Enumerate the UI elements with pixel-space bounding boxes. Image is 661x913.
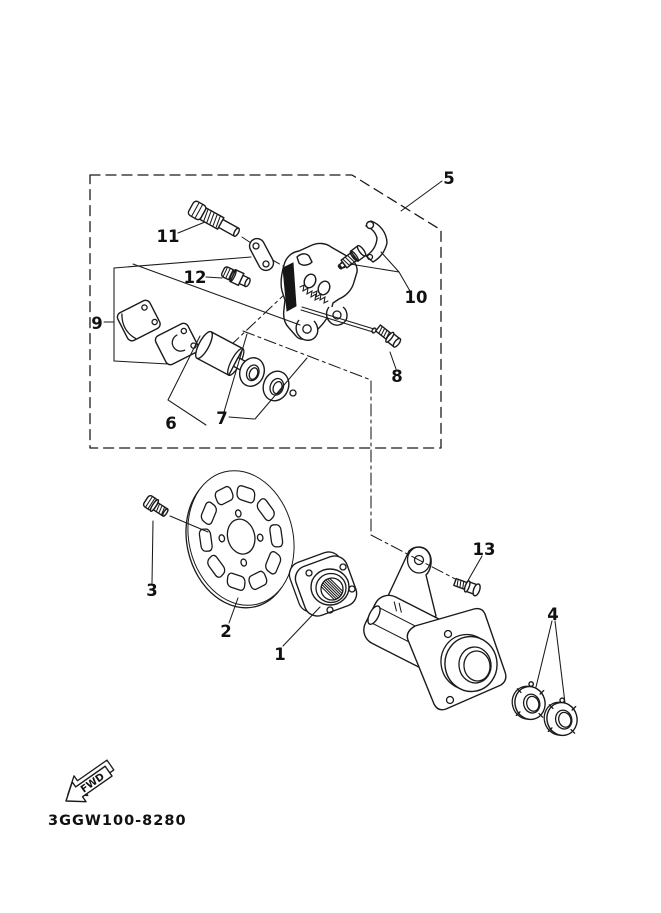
bushing-drawing	[220, 265, 252, 289]
brake-pad-2-drawing	[154, 322, 201, 367]
seal-kit-drawing	[236, 354, 296, 404]
part-label-5: 5	[443, 169, 455, 188]
part-label-2: 2	[220, 622, 232, 641]
part-label-7: 7	[216, 409, 228, 428]
hub-drawing	[286, 548, 361, 619]
part-label-9: 9	[91, 314, 103, 333]
part-label-3: 3	[146, 581, 158, 600]
caliper-bolt-drawing	[374, 323, 402, 349]
fwd-arrow-label: FWD	[78, 771, 107, 796]
diagram-code: 3GGW100-8280	[48, 813, 187, 829]
caliper-bracket-drawing	[358, 547, 506, 710]
pin-bolt-drawing	[187, 200, 242, 240]
part-label-6: 6	[165, 414, 177, 433]
part-label-1: 1	[274, 645, 286, 664]
disc-bolt-drawing	[142, 494, 170, 519]
caliper-lug-2	[327, 307, 347, 325]
lock-nut-2-drawing	[540, 695, 582, 740]
part-label-12: 12	[183, 268, 207, 287]
brake-pad-1-drawing	[116, 299, 162, 343]
caliper-lug-1	[296, 320, 318, 340]
fwd-direction-arrow	[57, 755, 120, 811]
part-label-4: 4	[547, 605, 559, 624]
part-label-8: 8	[391, 367, 403, 386]
part-label-10: 10	[404, 288, 428, 307]
part-label-11: 11	[156, 227, 180, 246]
pin-link-drawing	[247, 236, 276, 273]
part-label-13: 13	[472, 540, 496, 559]
bracket-bolt-drawing	[453, 576, 482, 597]
brake-disc-drawing	[172, 459, 309, 619]
